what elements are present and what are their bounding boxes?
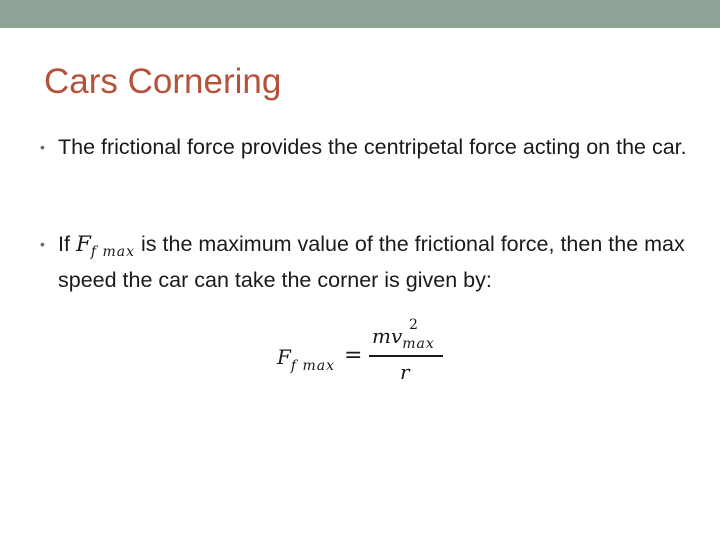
equation-lhs: $F_{f max}$ — [277, 345, 336, 374]
bullet-item-friction — [40, 133, 690, 161]
top-accent-band — [0, 0, 720, 28]
centripetal-force-equation — [277, 317, 457, 386]
fraction-bar — [369, 355, 443, 357]
bullet-suffix: is the maximum value of the frictional force, then the max speed the car can take the corner is given by: — [58, 232, 685, 292]
bullet-text — [58, 230, 690, 294]
bullet-item-max-speed — [40, 230, 690, 294]
equation-numerator: $mv_{max}$ 2 — [372, 317, 435, 352]
equation-denominator: r — [400, 360, 410, 384]
inline-math-symbol: $F_{f max}$ — [75, 232, 136, 260]
bullet-marker: • — [40, 139, 45, 155]
slide-title: Cars Cornering — [44, 62, 282, 101]
equation-equals-sign: = — [344, 343, 363, 368]
bullet-prefix: If — [58, 232, 70, 256]
bullet-marker: • — [40, 236, 45, 252]
bullet-text: The frictional force provides the centripetal force acting on the car. — [58, 135, 687, 159]
